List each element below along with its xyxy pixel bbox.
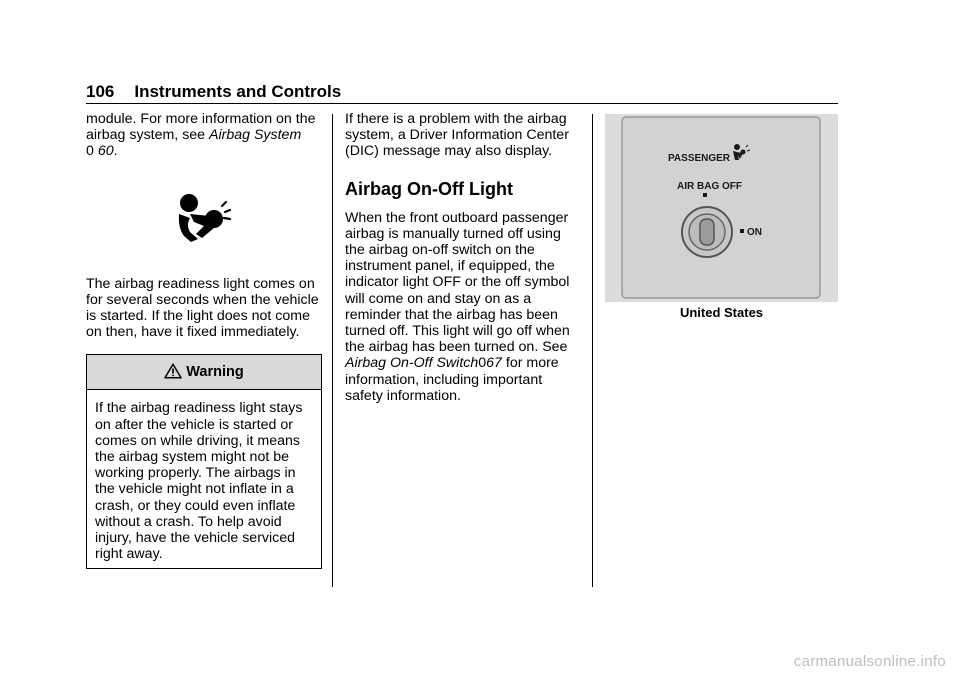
airbag-switch-link[interactable]: Airbag On-Off Switch [345,355,479,372]
watermark: carmanualsonline.info [793,653,946,670]
on-off-tail: for more information, including important safety information. [345,355,559,404]
page-number: 106 [86,82,115,101]
airbag-icon-container [86,160,322,276]
off-indicator [703,193,707,197]
airbag-system-page[interactable]: 60 [97,143,114,160]
on-off-light-paragraph [345,210,577,404]
on-off-text: When the front outboard passenger airbag is manually turned off using the airbag on-off switch on the instrument panel, if equipped, the indicator light OFF or the off symbol will come on and stay on as a reminder that the airbag has been turned off. This light will go off when the airbag has been turned on. See [345,209,570,356]
column-left [86,111,322,569]
intro-text: module. For more information on the airbag system, see [86,111,316,144]
warning-header [87,355,321,390]
airbag-system-link[interactable]: Airbag System [209,127,302,144]
header-rule [86,103,838,104]
figure-caption: United States [679,305,764,320]
page-header [86,82,341,102]
warning-box [86,354,322,569]
readiness-paragraph: The airbag readiness light comes on for several seconds when the vehicle is started. If the light does not come on then, have it fixed immediately. [86,275,319,341]
dic-paragraph: If there is a problem with the airbag system, a Driver Information Center (DIC) message may also display. [345,111,569,160]
section-heading: Airbag On-Off Light [345,178,513,199]
on-indicator [740,229,744,233]
warning-body: If the airbag readiness light stays on after the vehicle is started or comes on while driving, it means the airbag system might not be working properly. The airbags in the vehicle might not inflate in a crash, or they could even inflate without a crash. To help avoid injury, have the vehicle serviced right away. [95,400,303,563]
intro-paragraph [86,111,322,160]
page-ref-arrow: 0 [86,143,94,160]
column-middle [345,111,577,404]
airbag-switch-page[interactable]: 67 [486,355,502,372]
air-bag-off-label: AIR BAG OFF [677,181,742,192]
column-divider-2 [592,114,593,587]
warning-icon [164,363,182,379]
airbag-switch-figure [605,114,838,302]
warning-title: Warning [186,364,244,381]
on-label: ON [747,227,762,238]
airbag-readiness-icon [176,192,232,244]
column-divider-1 [332,114,333,587]
intro-period: . [113,143,118,160]
section-title: Instruments and Controls [134,82,342,101]
page-ref-arrow-2: 0 [478,355,487,372]
passenger-label: PASSENGER [668,153,731,165]
